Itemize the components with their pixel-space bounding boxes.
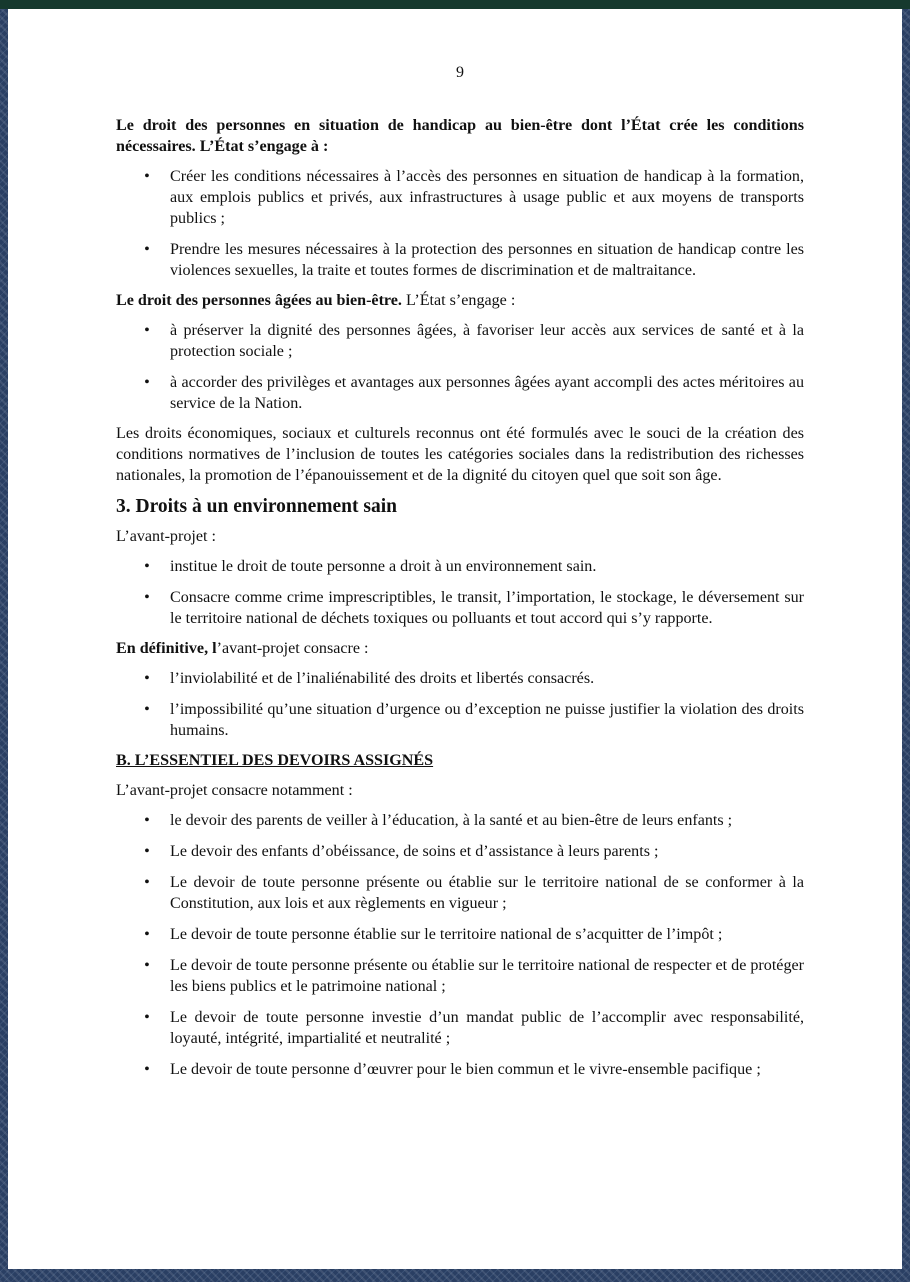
list-item	[116, 810, 804, 831]
bullet-icon: •	[144, 322, 150, 339]
duties-intro: L’avant-projet consacre notamment :	[116, 782, 353, 799]
environment-list	[116, 556, 804, 629]
page-number: 9	[456, 64, 464, 81]
list-item-text: Le devoir de toute personne investie d’un mandat public de l’accomplir avec responsabilité, loyauté, intégrité, impartialité et neutralité ;	[170, 1009, 804, 1047]
list-item	[116, 841, 804, 862]
duties-list	[116, 810, 804, 1080]
bullet-icon: •	[144, 701, 150, 718]
bullet-icon: •	[144, 670, 150, 687]
list-item-text: Le devoir de toute personne établie sur le territoire national de s’acquitter de l’impôt ;	[170, 926, 723, 943]
list-item-text: à accorder des privilèges et avantages aux personnes âgées ayant accompli des actes méritoires au service de la Nation.	[170, 374, 804, 412]
elderly-rights-lead: L’État s’engage :	[401, 292, 516, 309]
elderly-rights-title: Le droit des personnes âgées au bien-être.	[116, 292, 402, 309]
list-item-text: Le devoir de toute personne présente ou établie sur le territoire national de respecter et de protéger les biens publics et le patrimoine national ;	[170, 957, 804, 995]
bullet-icon: •	[144, 843, 150, 860]
list-item-text: Consacre comme crime imprescriptibles, le transit, l’importation, le stockage, le déversement sur le territoire national de déchets toxiques ou polluants et tout accord qui s’y rapporte.	[170, 589, 804, 627]
list-item	[116, 239, 804, 281]
conclusion-list	[116, 668, 804, 741]
list-item	[116, 1059, 804, 1080]
page-content	[116, 9, 804, 1089]
list-item	[116, 320, 804, 362]
list-item-text: l’inviolabilité et de l’inaliénabilité des droits et libertés consacrés.	[170, 670, 595, 687]
bullet-icon: •	[144, 1061, 150, 1078]
list-item-text: Le devoir de toute personne d’œuvrer pour le bien commun et le vivre-ensemble pacifique ;	[170, 1061, 761, 1078]
duties-heading: B. L’ESSENTIEL DES DEVOIRS ASSIGNÉS	[116, 752, 434, 769]
handicap-rights-intro: Le droit des personnes en situation de handicap au bien-être dont l’État crée les conditions nécessaires. L’État s’engage à :	[116, 117, 804, 155]
bullet-icon: •	[144, 1009, 150, 1026]
list-item-text: Le devoir des enfants d’obéissance, de soins et d’assistance à leurs parents ;	[170, 843, 659, 860]
list-item	[116, 955, 804, 997]
elderly-rights-list	[116, 320, 804, 414]
bullet-icon: •	[144, 589, 150, 606]
bullet-icon: •	[144, 168, 150, 185]
list-item-text: à préserver la dignité des personnes âgées, à favoriser leur accès aux services de santé et à la protection sociale ;	[170, 322, 804, 360]
list-item-text: Le devoir de toute personne présente ou établie sur le territoire national de se conformer à la Constitution, aux lois et aux règlements en vigueur ;	[170, 874, 804, 912]
document-page	[8, 9, 902, 1269]
list-item-text: institue le droit de toute personne a droit à un environnement sain.	[170, 558, 597, 575]
list-item-text: Créer les conditions nécessaires à l’accès des personnes en situation de handicap à la formation, aux emplois publics et privés, aux infrastructures à usage public et aux moyens de transports publics ;	[170, 168, 804, 227]
list-item-text: Prendre les mesures nécessaires à la protection des personnes en situation de handicap contre les violences sexuelles, la traite et toutes formes de discrimination et de maltraitance.	[170, 241, 804, 279]
list-item	[116, 872, 804, 914]
bullet-icon: •	[144, 241, 150, 258]
list-item	[116, 587, 804, 629]
conclusion-lead: ’avant-projet consacre :	[216, 640, 369, 657]
list-item	[116, 372, 804, 414]
list-item	[116, 166, 804, 229]
bullet-icon: •	[144, 926, 150, 943]
list-item	[116, 556, 804, 577]
handicap-rights-list	[116, 166, 804, 281]
bullet-icon: •	[144, 558, 150, 575]
bullet-icon: •	[144, 374, 150, 391]
top-border-band	[0, 0, 910, 9]
list-item	[116, 924, 804, 945]
list-item-text: le devoir des parents de veiller à l’éducation, à la santé et au bien-être de leurs enfants ;	[170, 812, 733, 829]
bullet-icon: •	[144, 874, 150, 891]
list-item-text: l’impossibilité qu’une situation d’urgence ou d’exception ne puisse justifier la violation des droits humains.	[170, 701, 804, 739]
bullet-icon: •	[144, 957, 150, 974]
conclusion-intro	[116, 638, 804, 659]
conclusion-title: En définitive, l	[116, 640, 217, 657]
summary-paragraph: Les droits économiques, sociaux et culturels reconnus ont été formulés avec le souci de la création des conditions normatives de l’inclusion de toutes les catégories sociales dans la redistribution des richesses nationales, la promotion de l’épanouissement et de la dignité du citoyen quel que soit son âge.	[116, 425, 804, 484]
environment-heading: 3. Droits à un environnement sain	[116, 496, 397, 517]
elderly-rights-intro	[116, 290, 804, 311]
list-item	[116, 1007, 804, 1049]
bullet-icon: •	[144, 812, 150, 829]
environment-intro: L’avant-projet :	[116, 528, 216, 545]
list-item	[116, 668, 804, 689]
list-item	[116, 699, 804, 741]
